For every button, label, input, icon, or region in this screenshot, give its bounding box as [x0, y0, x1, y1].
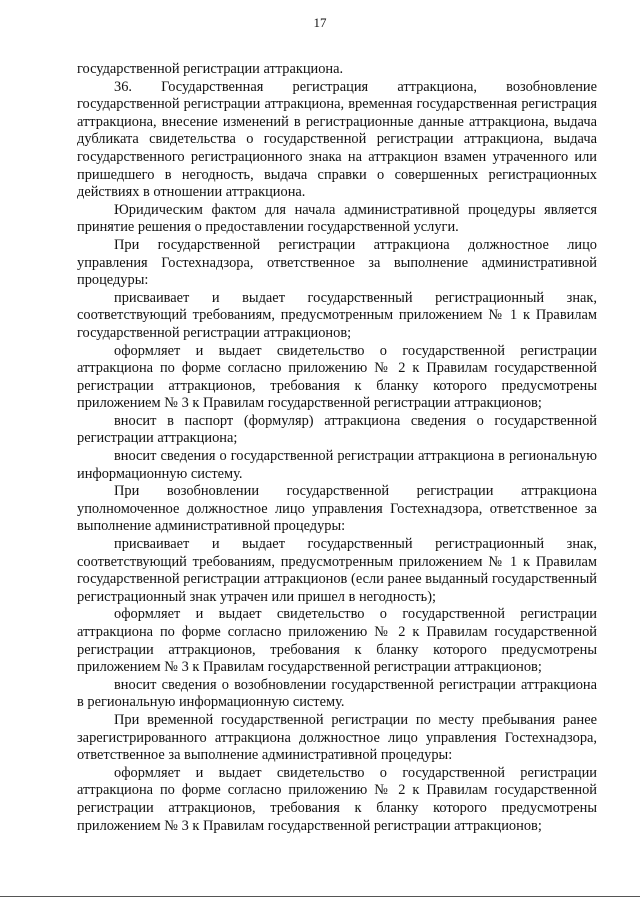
paragraph-continuation: государственной регистрации аттракциона. — [77, 61, 344, 77]
paragraph-renewal-issue-certificate: оформляет и выдает свидетельство о государственной регистрации аттракциона по форме согласно приложению № 2 к Правилам государственной регистрации аттракционов, требования к бланку которого предусмотрены приложением № 3 к Правилам государственной регистрации аттракционов; — [77, 606, 597, 676]
paragraph-renewal-assign-sign: присваивает и выдает государственный регистрационный знак, соответствующий требованиям, предусмотренным приложением № 1 к Правилам государственной регистрации аттракционов (если ранее выданный государственный регистрационный знак утрачен или пришел в негодность); — [77, 536, 597, 605]
paragraph-item-36: 36. Государственная регистрация аттракциона, возобновление государственной регистрации аттракциона, временная государственная регистрация аттракциона, внесение изменений в регистрационные данные аттракциона, выдача дубликата свидетельства о государственной регистрации аттракциона, выдача государственного регистрационного знака на аттракцион взамен утраченного или пришедшего в негодность, выдача справки о совершенных регистрационных действиях в отношении аттракциона. — [77, 78, 597, 201]
paragraph-temporary-issue-certificate: оформляет и выдает свидетельство о государственной регистрации аттракциона по форме согласно приложению № 2 к Правилам государственной регистрации аттракционов, требования к бланку которого предусмотрены приложением № 3 к Правилам государственной регистрации аттракционов; — [77, 764, 597, 834]
paragraph-registration-intro: При государственной регистрации аттракциона должностное лицо управления Гостехнадзора, ответственное за выполнение административной процедуры: — [77, 236, 597, 289]
paragraph-temporary-intro: При временной государственной регистрации по месту пребывания ранее зарегистрированного аттракциона должностное лицо управления Гостехнадзора, ответственное за выполнение административной процедуры: — [77, 711, 597, 764]
paragraph-assign-sign: присваивает и выдает государственный регистрационный знак, соответствующий требованиям, предусмотренным приложением № 1 к Правилам государственной регистрации аттракционов; — [77, 289, 597, 341]
paragraph-passport-entry: вносит в паспорт (формуляр) аттракциона сведения о государственной регистрации аттракциона; — [77, 412, 597, 447]
paragraph-regional-system: вносит сведения о государственной регистрации аттракциона в региональную информационную систему. — [77, 448, 597, 482]
document-body — [77, 61, 597, 835]
paragraph-renewal-regional-system: вносит сведения о возобновлении государственной регистрации аттракциона в региональную информационную систему. — [77, 676, 597, 711]
paragraph-issue-certificate: оформляет и выдает свидетельство о государственной регистрации аттракциона по форме согласно приложению № 2 к Правилам государственной регистрации аттракционов, требования к бланку которого предусмотрены приложением № 3 к Правилам государственной регистрации аттракционов; — [77, 342, 597, 412]
paragraph-legal-fact: Юридическим фактом для начала административной процедуры является принятие решения о предоставлении государственной услуги. — [77, 201, 597, 236]
bottom-divider — [0, 896, 640, 897]
paragraph-renewal-intro: При возобновлении государственной регистрации аттракциона уполномоченное должностное лицо управления Гостехнадзора, ответственное за выполнение административной процедуры: — [77, 483, 597, 535]
page-number: 17 — [313, 15, 327, 30]
